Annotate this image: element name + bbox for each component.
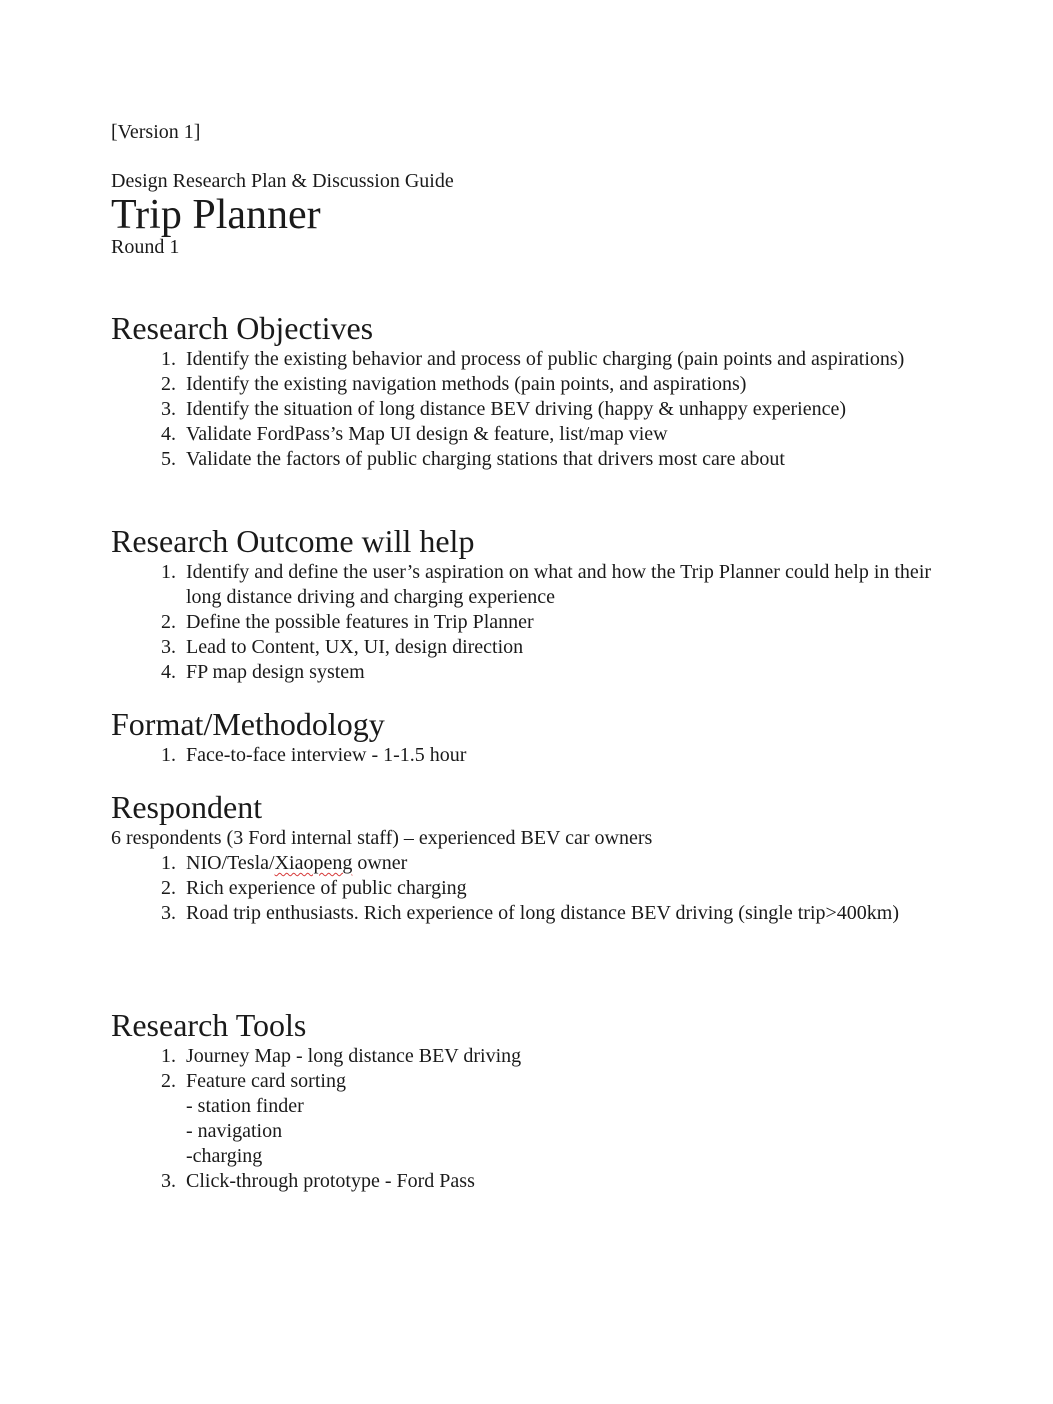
list-item: 2. Rich experience of public charging [161,877,467,899]
list-item: 5. Validate the factors of public charging stations that drivers most care about [161,448,785,470]
section-heading: Research Tools [111,1007,307,1043]
outcome-list [111,560,971,685]
list-item: 2. Define the possible features in Trip Planner [161,611,534,633]
tools-list [111,1044,971,1194]
sub-item: -charging [186,1145,263,1167]
list-item: 3. Lead to Content, UX, UI, design direction [161,636,524,658]
section-heading: Research Outcome will help [111,523,475,559]
list-item: 1. Identify and define the user’s aspiration on what and how the Trip Planner could help in their long distance driving and charging experience [161,561,932,608]
list-item: 1. Face-to-face interview - 1-1.5 hour [161,744,467,766]
section-research-tools [111,1006,971,1194]
sub-item: - navigation [186,1120,283,1142]
list-item: 3. Click-through prototype - Ford Pass [161,1170,475,1192]
list-item: 3. Road trip enthusiasts. Rich experience of long distance BEV driving (single trip>400km) [161,902,899,924]
list-item: 4. Validate FordPass’s Map UI design & feature, list/map view [161,423,668,445]
list-item: 1. Journey Map - long distance BEV driving [161,1045,522,1067]
round-label: Round 1 [111,236,180,258]
list-item: 2. Feature card sorting - station finder - navigation -charging [111,1069,971,1169]
document-subtitle: Design Research Plan & Discussion Guide [111,170,454,192]
list-item: 2. Identify the existing navigation methods (pain points, and aspirations) [161,373,747,395]
section-heading: Respondent [111,789,263,825]
objectives-list [111,347,971,472]
document-page [111,118,971,1194]
section-format-methodology [111,705,971,768]
respondent-summary: 6 respondents (3 Ford internal staff) – experienced BEV car owners [111,827,653,849]
section-research-objectives [111,309,971,472]
format-list [111,743,971,768]
spellcheck-flagged-word[interactable]: Xiaopeng [274,852,353,874]
document-title: Trip Planner [111,192,321,238]
list-item: 1. NIO/Tesla/Xiaopeng owner [161,852,408,874]
sub-item: - station finder [186,1095,304,1117]
version-tag: [Version 1] [111,121,201,143]
section-respondent [111,788,971,926]
list-item: 4. FP map design system [161,661,365,683]
section-heading: Format/Methodology [111,706,385,742]
section-heading: Research Objectives [111,310,374,346]
section-research-outcome [111,522,971,685]
list-item: 3. Identify the situation of long distance BEV driving (happy & unhappy experience) [161,398,847,420]
list-item: 1. Identify the existing behavior and process of public charging (pain points and aspirations) [161,348,905,370]
respondent-list [111,851,971,926]
